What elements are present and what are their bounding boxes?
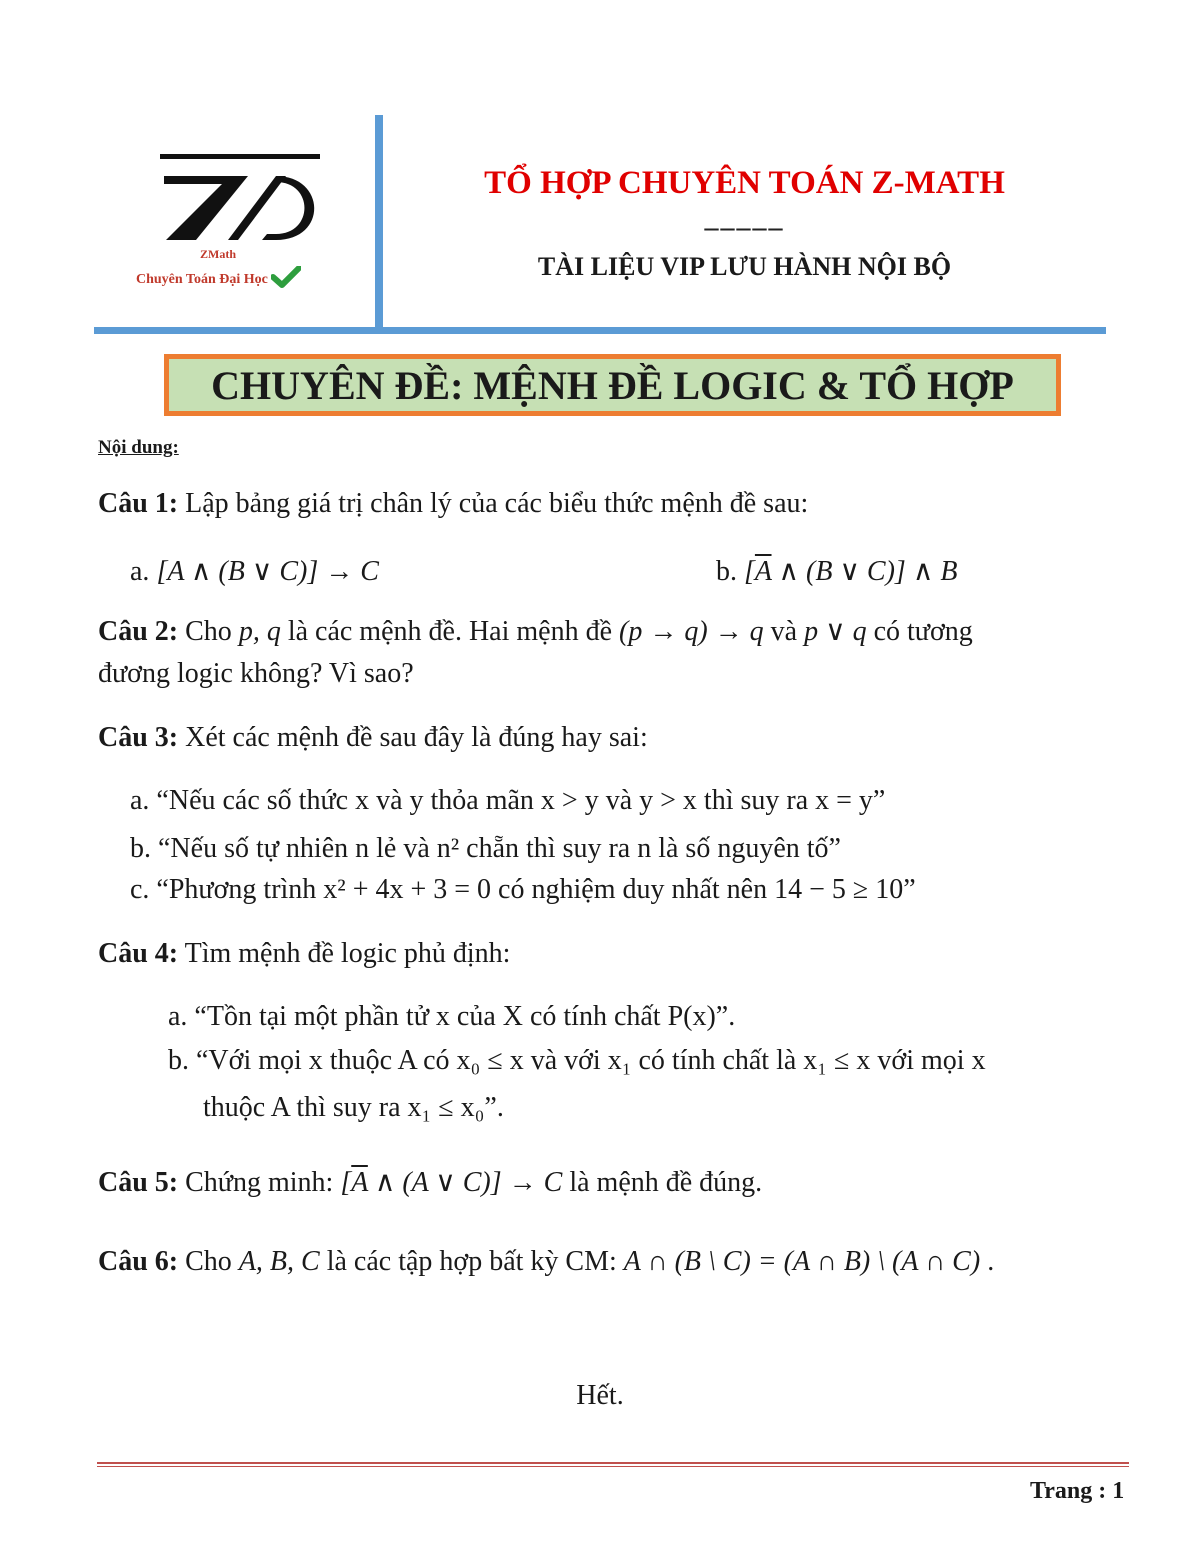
- question-1: [98, 490, 808, 518]
- math-expression: [340, 1167, 562, 1198]
- footer-rule: [97, 1466, 1129, 1467]
- math-expression: [A ∧ (B ∨ C)] → C: [156, 556, 379, 587]
- bracket: [: [340, 1167, 352, 1198]
- text-part: Cho: [178, 616, 239, 647]
- question-1-item-a: [130, 558, 379, 586]
- item-prefix: b.: [716, 556, 737, 587]
- header-divider-horizontal: [94, 327, 1106, 334]
- logo-name: ZMath: [200, 247, 236, 261]
- question-2-continued: đương logic không? Vì sao?: [98, 658, 414, 689]
- header-divider-vertical: [375, 115, 383, 327]
- question-4-item-b-continued: thuộc A thì suy ra x₁ ≤ x₀”.: [203, 1092, 504, 1123]
- question-3-item-c: c. “Phương trình x² + 4x + 3 = 0 có nghiệm duy nhất nên 14 − 5 ≥ 10”: [130, 874, 916, 905]
- question-4-text: Tìm mệnh đề logic phủ định:: [178, 938, 511, 969]
- math-expression: p, q: [238, 616, 281, 647]
- text-part: có tương: [866, 616, 973, 647]
- text-part: và: [763, 616, 805, 647]
- question-6-label: Câu 6:: [98, 1246, 179, 1277]
- question-2-label: Câu 2:: [98, 616, 179, 647]
- question-4-label: Câu 4:: [98, 938, 179, 969]
- topic-title: CHUYÊN ĐỀ: MỆNH ĐỀ LOGIC & TỔ HỢP: [211, 362, 1014, 408]
- question-3-item-b: b. “Nếu số tự nhiên n lẻ và n² chẵn thì suy ra n là số nguyên tố”: [130, 833, 841, 864]
- page-number: Trang : 1: [1030, 1478, 1125, 1504]
- footer-rule: [97, 1462, 1129, 1464]
- question-4: [98, 940, 510, 968]
- math-expression: A, B, C: [238, 1246, 320, 1277]
- question-4-item-b: b. “Với mọi x thuộc A có x₀ ≤ x và với x₁ có tính chất là x₁ ≤ x với mọi x: [168, 1045, 986, 1076]
- math-expression: (p → q) → q: [619, 616, 764, 647]
- math-expression: [744, 556, 957, 587]
- question-1-item-b: [716, 558, 957, 586]
- title-dashes: –––––: [704, 212, 785, 243]
- text-part: Chứng minh:: [178, 1167, 341, 1198]
- question-4-item-a: a. “Tồn tại một phần tử x của X có tính chất P(x)”.: [168, 1001, 736, 1032]
- logo-tagline-text: Chuyên Toán Đại Học: [136, 272, 268, 287]
- org-title: TỔ HỢP CHUYÊN TOÁN Z-MATH: [484, 165, 1005, 201]
- question-5: [98, 1169, 762, 1197]
- text-part: là các tập hợp bất kỳ CM:: [319, 1246, 624, 1277]
- checkmark-icon: [271, 266, 301, 288]
- text-part: .: [980, 1246, 995, 1277]
- math-rest: ∧ (B ∨ C)] ∧ B: [771, 556, 958, 587]
- text-part: là mệnh đề đúng.: [562, 1167, 763, 1198]
- item-prefix: a.: [130, 556, 150, 587]
- math-rest: ∧ (A ∨ C)] → C: [367, 1167, 563, 1198]
- question-5-label: Câu 5:: [98, 1167, 179, 1198]
- question-3-item-a: a. “Nếu các số thức x và y thỏa mãn x > y và y > x thì suy ra x = y”: [130, 785, 886, 816]
- question-3-label: Câu 3:: [98, 722, 179, 753]
- question-1-text: Lập bảng giá trị chân lý của các biểu thức mệnh đề sau:: [178, 488, 809, 519]
- logo-tagline: [136, 266, 301, 288]
- text-part: là các mệnh đề. Hai mệnh đề: [280, 616, 619, 647]
- math-expression: p ∨ q: [804, 616, 867, 647]
- doc-subtitle: TÀI LIỆU VIP LƯU HÀNH NỘI BỘ: [537, 252, 952, 281]
- math-expression: A ∩ (B \ C) = (A ∩ B) \ (A ∩ C): [623, 1246, 981, 1277]
- content-label: Nội dung:: [98, 437, 179, 458]
- question-3: [98, 724, 648, 752]
- end-text: Hết.: [576, 1380, 624, 1411]
- bracket: [: [744, 556, 755, 587]
- topic-box: [164, 354, 1061, 416]
- text-part: Cho: [178, 1246, 239, 1277]
- negated-variable: $\overline{A}$: [754, 556, 772, 587]
- question-6: [98, 1248, 994, 1276]
- negated-variable: $\overline{A}$: [351, 1167, 368, 1198]
- question-2: [98, 618, 973, 646]
- question-1-label: Câu 1:: [98, 488, 179, 519]
- question-3-text: Xét các mệnh đề sau đây là đúng hay sai:: [178, 722, 648, 753]
